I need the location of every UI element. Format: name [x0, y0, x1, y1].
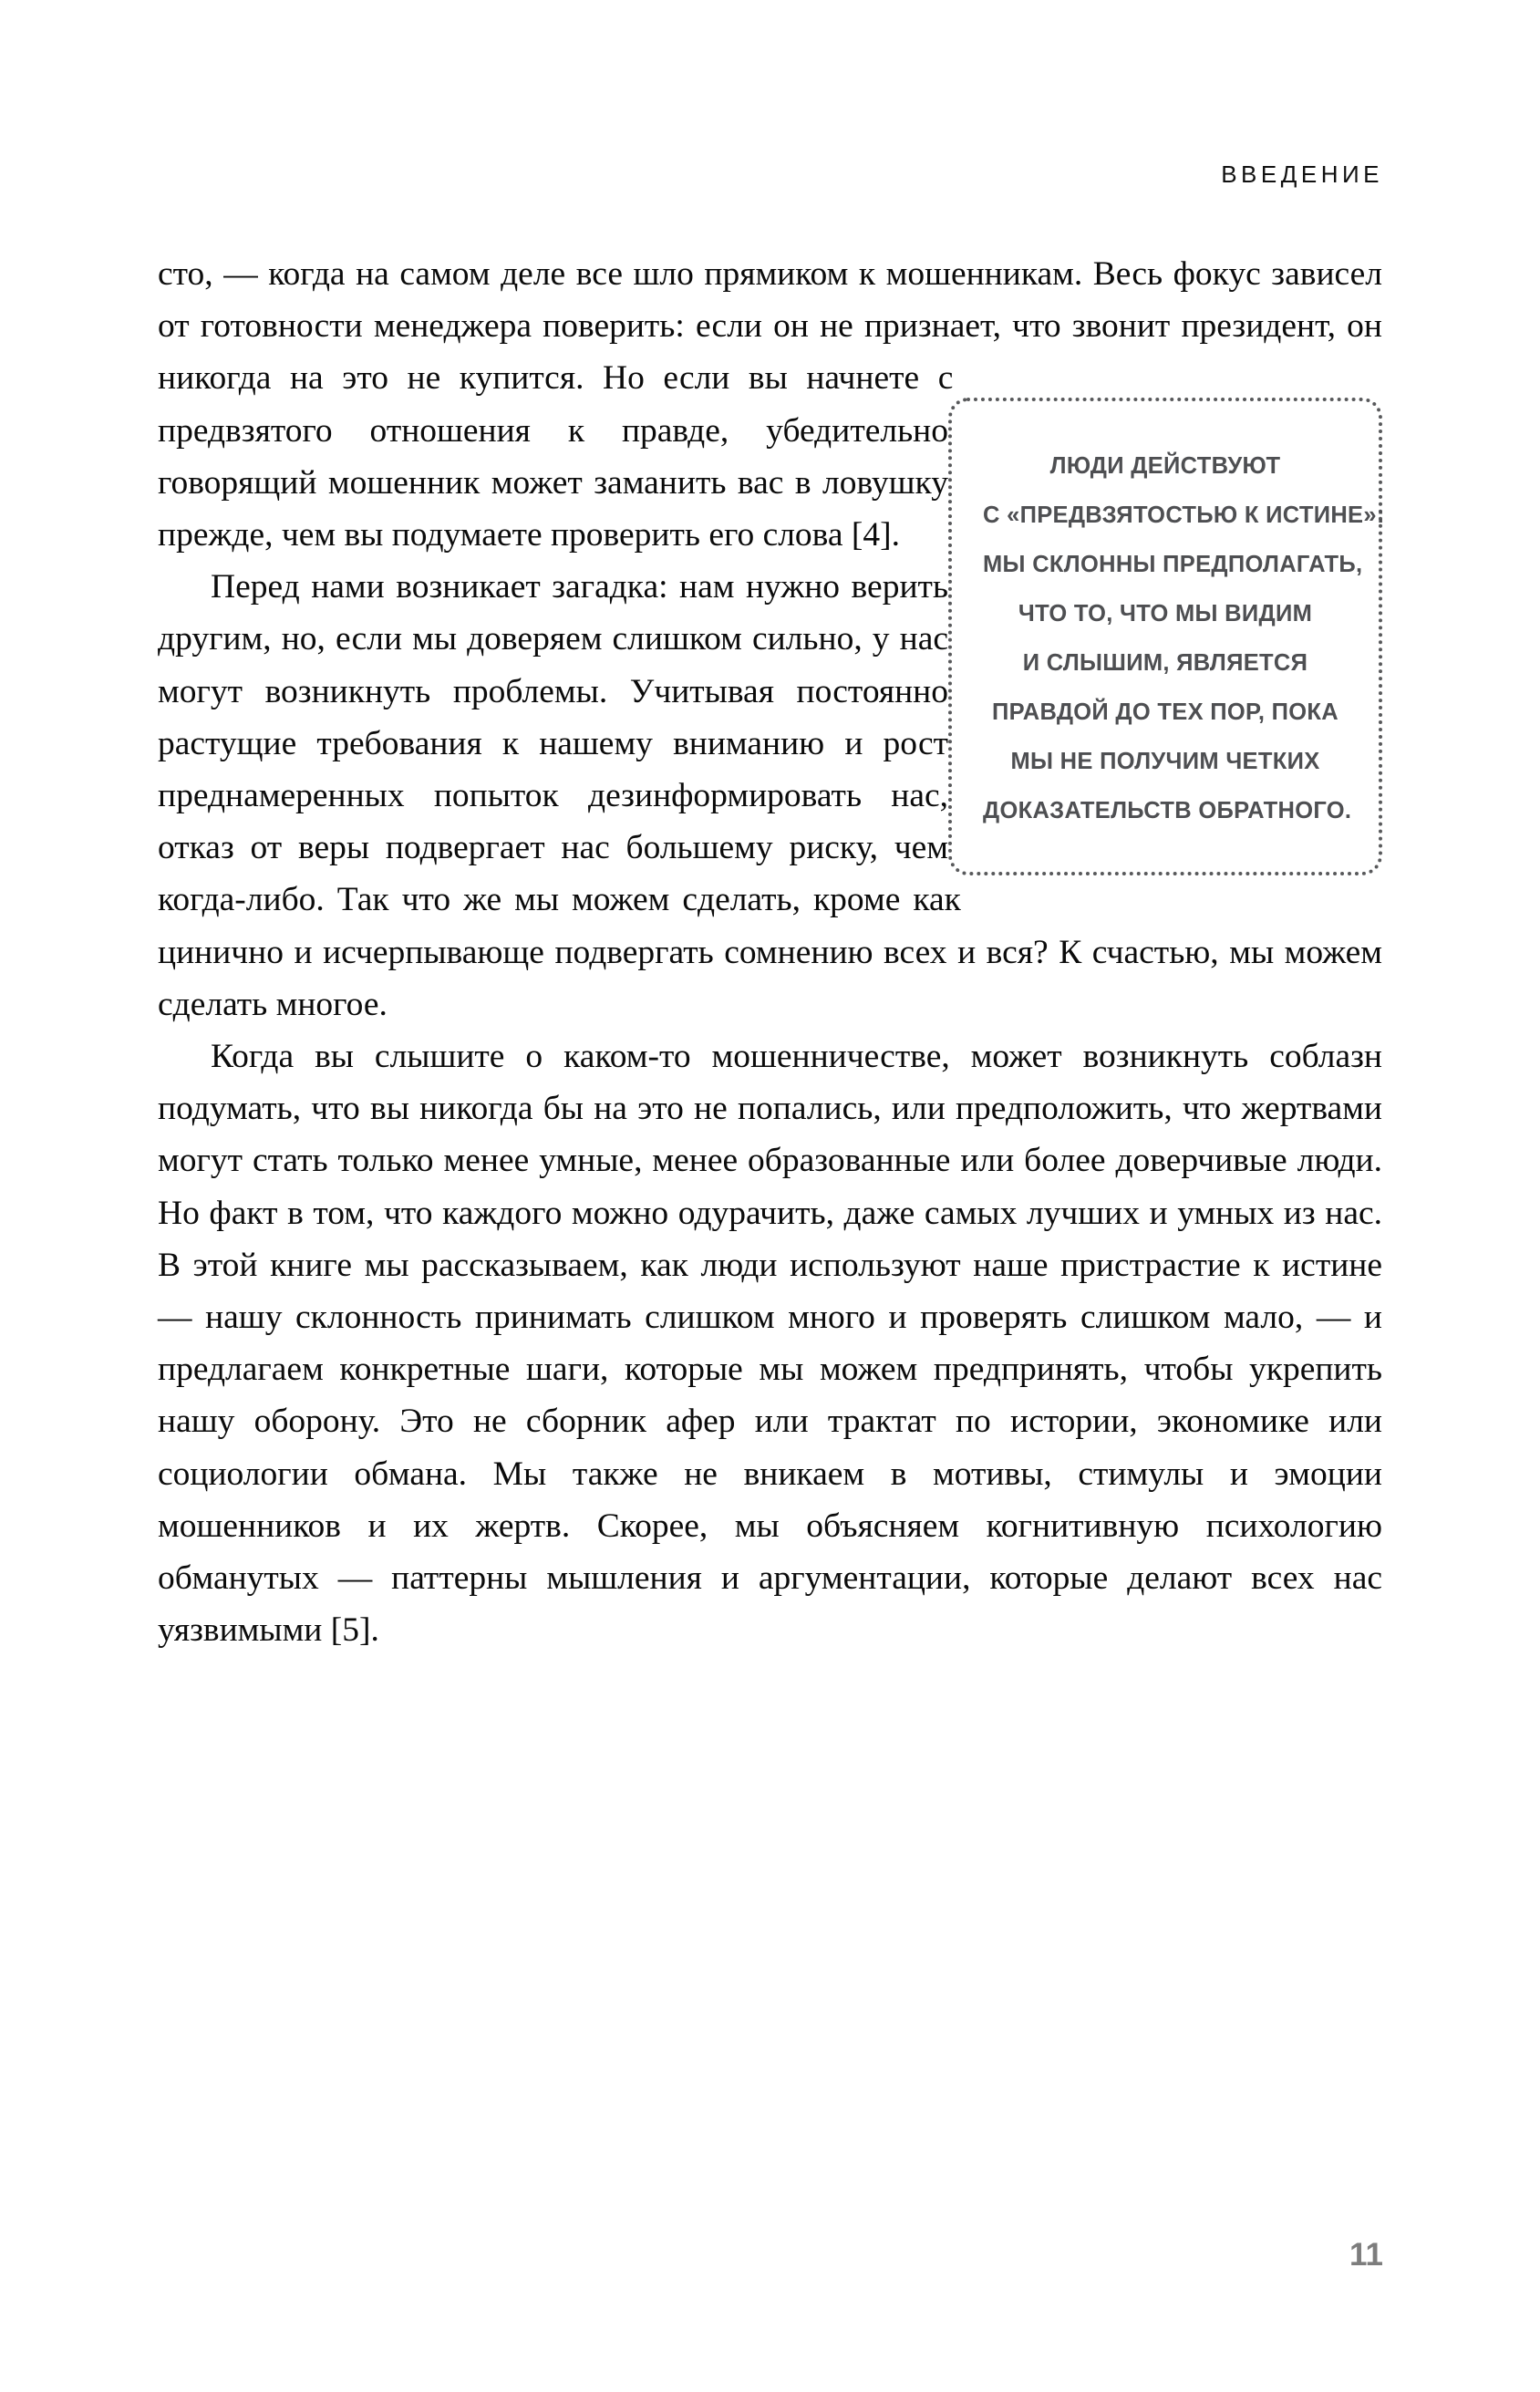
page-number: 11	[1349, 2237, 1383, 2273]
callout-line-3: МЫ СКЛОННЫ ПРЕДПОЛАГАТЬ,	[983, 552, 1363, 577]
body-paragraph-3: Когда вы слышите о каком-то мошенничестве, может возникнуть соблазн подумать, что вы никогда бы на это не попались, или предположить, что жертвами могут стать только менее умные, менее образованные или более доверчивые люди. Но факт в том, что каждого можно одурачить, даже самых лучших и умных из нас. В этой книге мы рассказываем, как люди используют наше пристрастие к истине — нашу склонность принимать слишком много и проверять слишком мало, — и предлагаем конкретные шаги, которые мы можем предпринять, чтобы укрепить нашу оборону. Это не сборник афер или трактат по истории, экономике или социологии обмана. Мы также не вникаем в мотивы, стимулы и эмоции мошенников и их жертв. Скорее, мы объясняем когнитивную психологию обманутых — паттерны мышления и аргументации, которые делают всех нас уязвимыми [5].	[158, 1038, 1382, 1650]
callout-box	[948, 398, 1385, 875]
body-paragraph-1: сто, — когда на самом деле все шло прямиком к мошенникам. Весь фокус зависел от готовности менеджера поверить: если он не признает, что звонит президент, он никогда на это не купится. Но если вы начнете с предвзятого отношения к правде, убедительно говорящий мошенник может заманить вас в ловушку прежде, чем вы подумаете проверить его слова [4].	[158, 255, 1382, 554]
body-paragraph-2: Перед нами возникает загадка: нам нужно верить другим, но, если мы доверяем слишком сильно, у нас могут возникнуть проблемы. Учитывая постоянно растущие требования к нашему вниманию и рост преднамеренных попыток дезинформировать нас, отказ от веры подвергает нас большему риску, чем когда-либо. Так что же мы можем сделать, кроме как цинично и исчерпывающе подвергать сомнению всех и вся? К счастью, мы можем сделать многое.	[158, 568, 1382, 1023]
callout-line-4: ЧТО ТО, ЧТО МЫ ВИДИМ	[1018, 601, 1313, 626]
callout-line-7: МЫ НЕ ПОЛУЧИМ ЧЕТКИХ	[1010, 749, 1320, 774]
callout-line-8: ДОКАЗАТЕЛЬСТВ ОБРАТНОГО.	[983, 798, 1352, 823]
callout-line-2: С «ПРЕДВЗЯТОСТЬЮ К ИСТИНЕ»:	[983, 502, 1385, 528]
running-head: ВВЕДЕНИЕ	[1221, 161, 1383, 188]
callout-line-1: ЛЮДИ ДЕЙСТВУЮТ	[1049, 453, 1281, 479]
body-text-column	[158, 248, 1385, 1656]
callout-line-5: И СЛЫШИМ, ЯВЛЯЕТСЯ	[1022, 650, 1308, 676]
callout-line-6: ПРАВДОЙ ДО ТЕХ ПОР, ПОКА	[992, 699, 1338, 725]
